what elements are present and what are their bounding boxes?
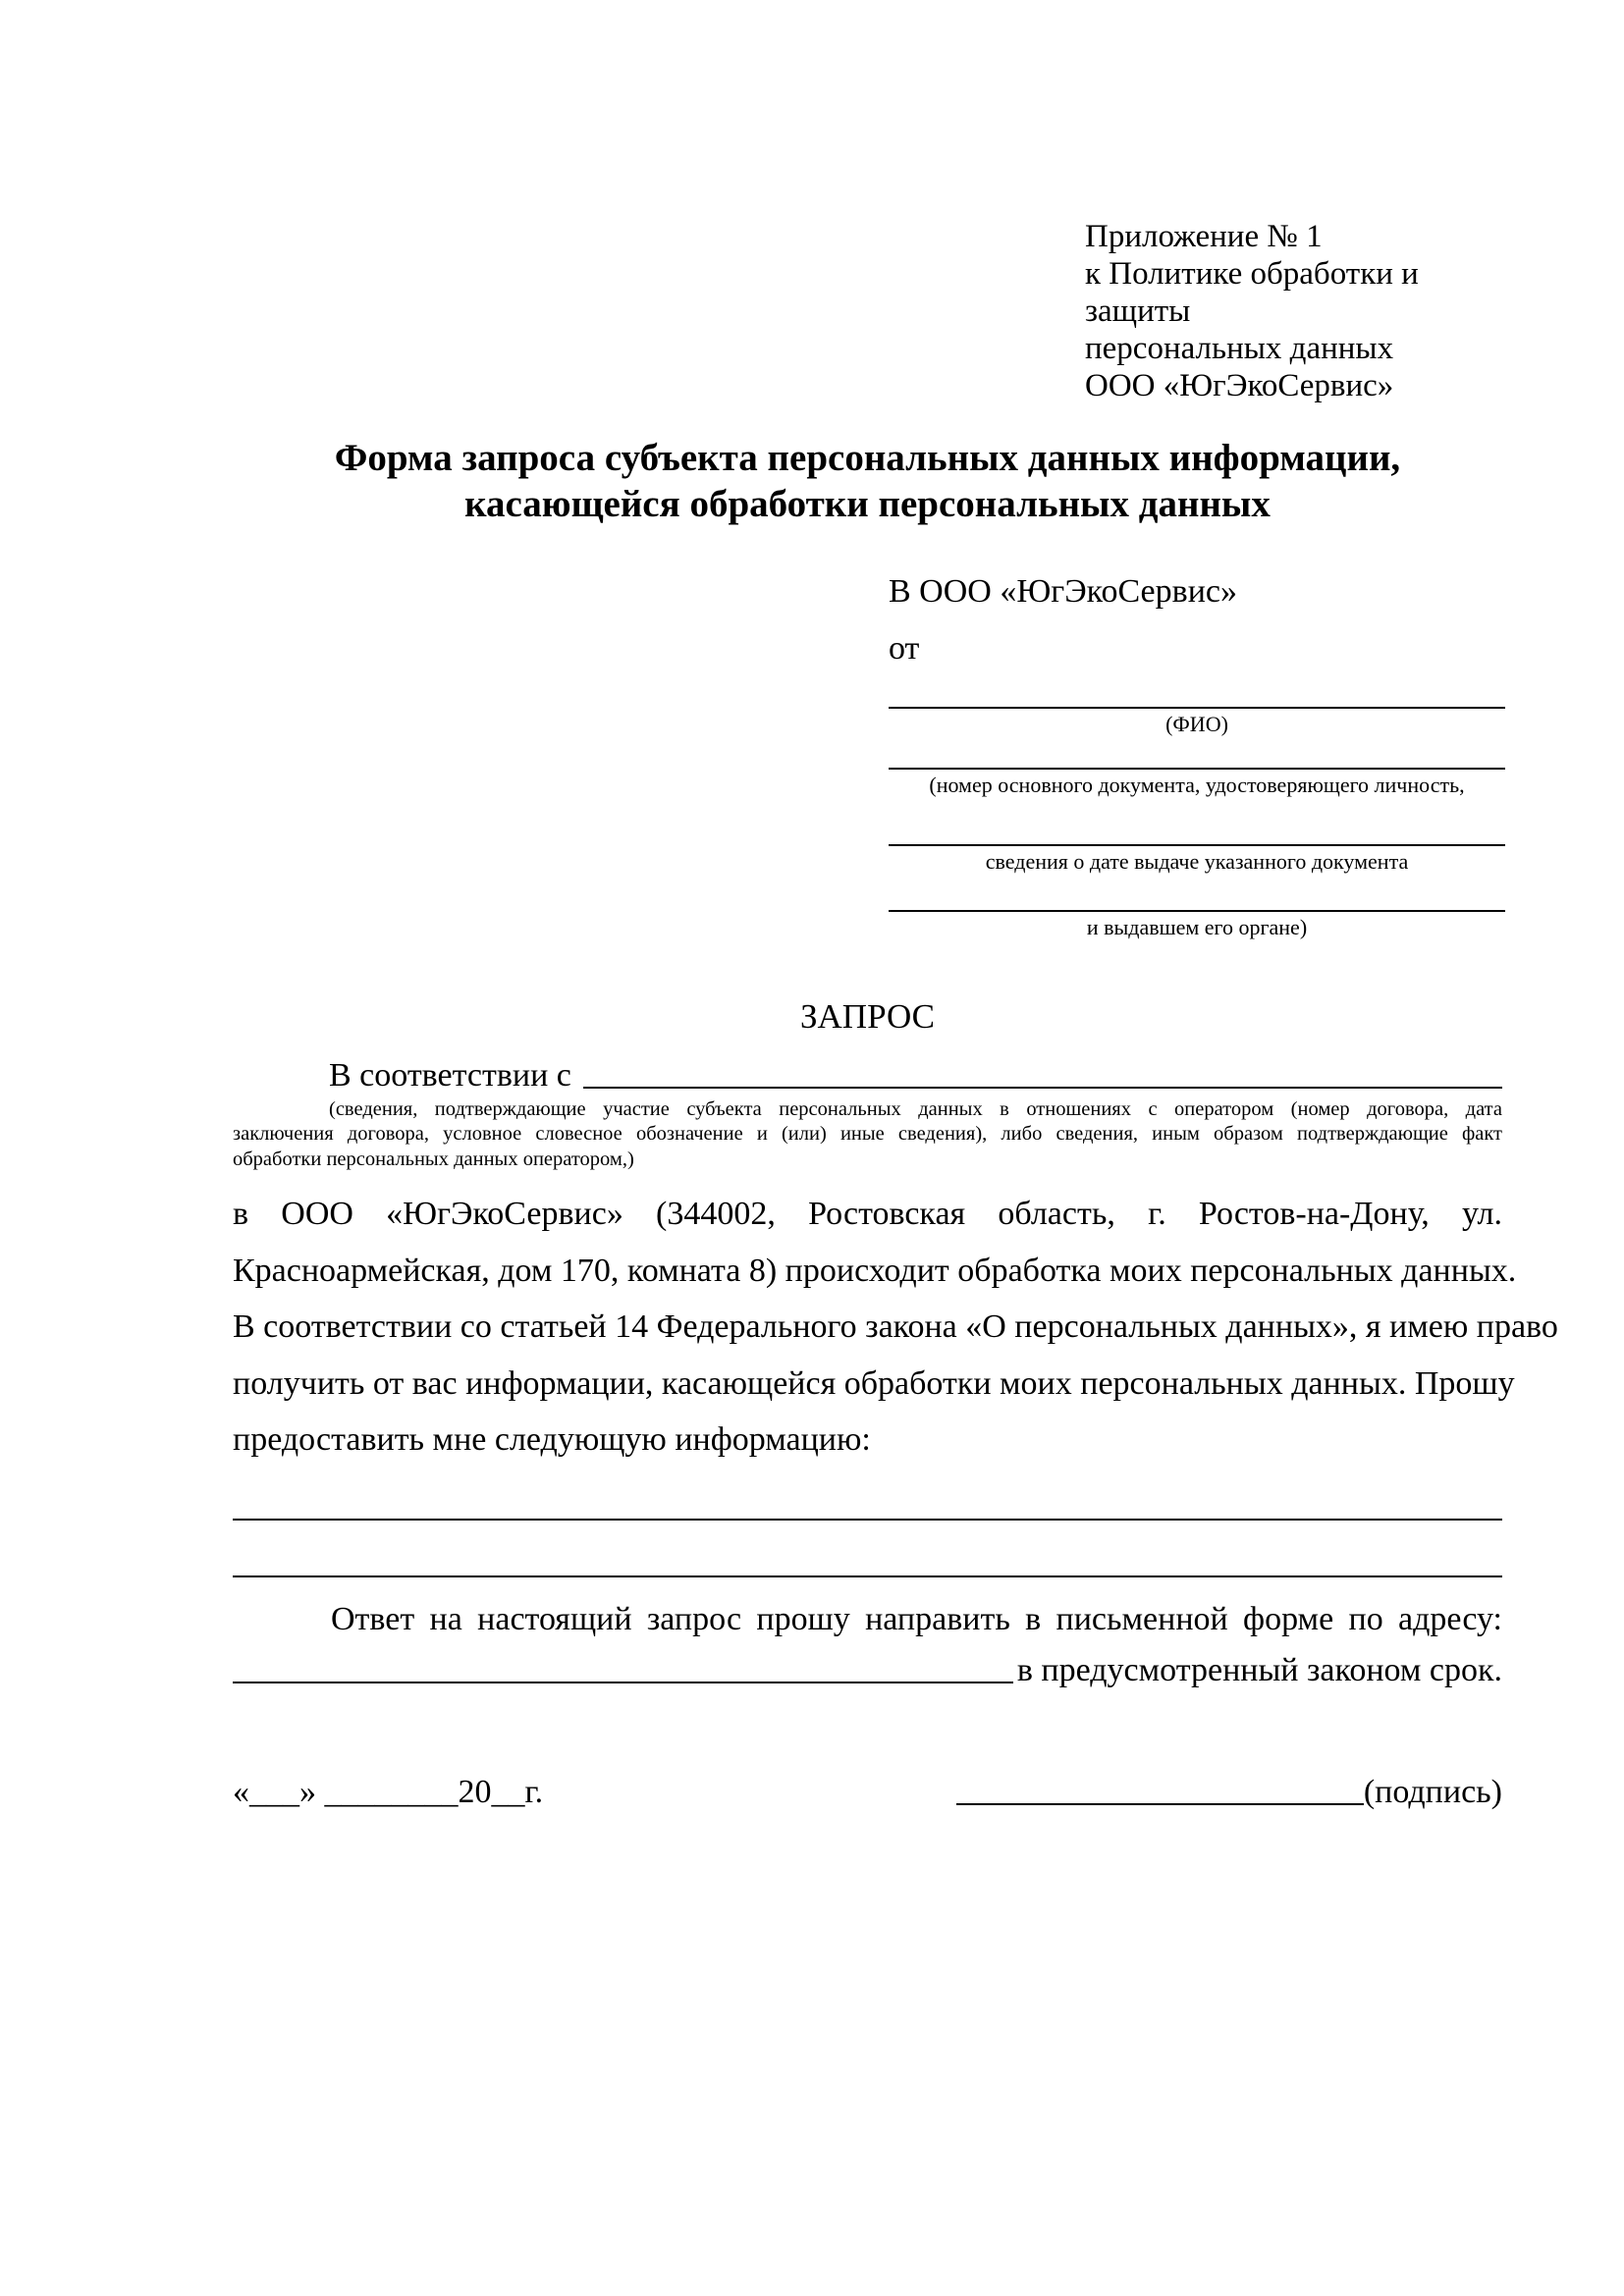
accordance-note xyxy=(233,1097,1502,1172)
reply-sentence: Ответ на настоящий запрос прошу направить в письменной форме по адресу: xyxy=(331,1600,1502,1637)
recipient-block xyxy=(889,571,1505,940)
body-line-3: В соответствии со статьей 14 Федерального закона «О персональных данных», я имею право xyxy=(233,1308,1558,1346)
doc-number-caption: (номер основного документа, удостоверяющего личность, xyxy=(929,773,1465,797)
form-title: Форма запроса субъекта персональных данных информации, касающейся обработки персональных данных xyxy=(334,437,1401,525)
signature-input-line[interactable] xyxy=(956,1803,1364,1805)
note-line-1: (сведения, подтверждающие участие субъекта персональных данных в отношениях с оператором (номер договора, дата xyxy=(329,1098,1502,1120)
note-line-2: заключения договора, условное словесное обозначение и (или) иные сведения), либо сведения, иным образом подтверждающие факт xyxy=(233,1123,1502,1146)
note-line-3: обработки персональных данных оператором,) xyxy=(233,1148,634,1170)
doc-issuer-input-line[interactable] xyxy=(889,910,1505,912)
body-line-5: предоставить мне следующую информацию: xyxy=(233,1421,871,1459)
doc-date-input-line[interactable] xyxy=(889,844,1505,846)
accordance-input-line[interactable] xyxy=(583,1054,1502,1089)
date-signature-row xyxy=(233,1771,1502,1814)
from-label: от xyxy=(889,630,920,667)
signature-caption: (подпись) xyxy=(1363,1773,1502,1810)
appendix-line-3: персональных данных xyxy=(1085,331,1394,366)
accordance-row xyxy=(233,1054,1502,1097)
doc-date-caption: сведения о дате выдаче указанного документа xyxy=(985,849,1409,874)
doc-issuer-caption: и выдавшем его органе) xyxy=(1086,915,1308,939)
doc-number-input-line[interactable] xyxy=(889,768,1505,770)
body-line-2: Красноармейская, дом 170, комната 8) происходит обработка моих персональных данных. xyxy=(233,1252,1517,1289)
body-line-1: в ООО «ЮгЭкоСервис» (344002, Ростовская область, г. Ростов-на-Дону, ул. xyxy=(233,1196,1502,1233)
accordance-label: В соответствии с xyxy=(329,1057,571,1094)
info-request-input-line-1[interactable] xyxy=(233,1519,1502,1521)
info-request-input-line-2[interactable] xyxy=(233,1575,1502,1577)
address-input-line[interactable] xyxy=(233,1649,1013,1683)
body-line-4: получить от вас информации, касающейся обработки моих персональных данных. Прошу xyxy=(233,1364,1515,1402)
appendix-line-1: Приложение № 1 xyxy=(1085,219,1323,254)
recipient-org: В ООО «ЮгЭкоСервис» xyxy=(889,573,1237,610)
reply-tail: в предусмотренный законом срок. xyxy=(1016,1651,1502,1688)
request-heading: ЗАПРОС xyxy=(799,997,936,1036)
fio-caption: (ФИО) xyxy=(1165,712,1228,736)
address-row xyxy=(233,1649,1502,1692)
body-paragraph xyxy=(233,1186,1558,1468)
appendix-line-4: ООО «ЮгЭкоСервис» xyxy=(1085,368,1394,403)
signature-group xyxy=(956,1771,1502,1814)
fio-input-line[interactable] xyxy=(889,707,1505,709)
appendix-header xyxy=(1085,218,1502,404)
appendix-line-2: к Политике обработки и защиты xyxy=(1085,256,1419,329)
date-input[interactable]: «___» ________20__г. xyxy=(233,1773,544,1810)
